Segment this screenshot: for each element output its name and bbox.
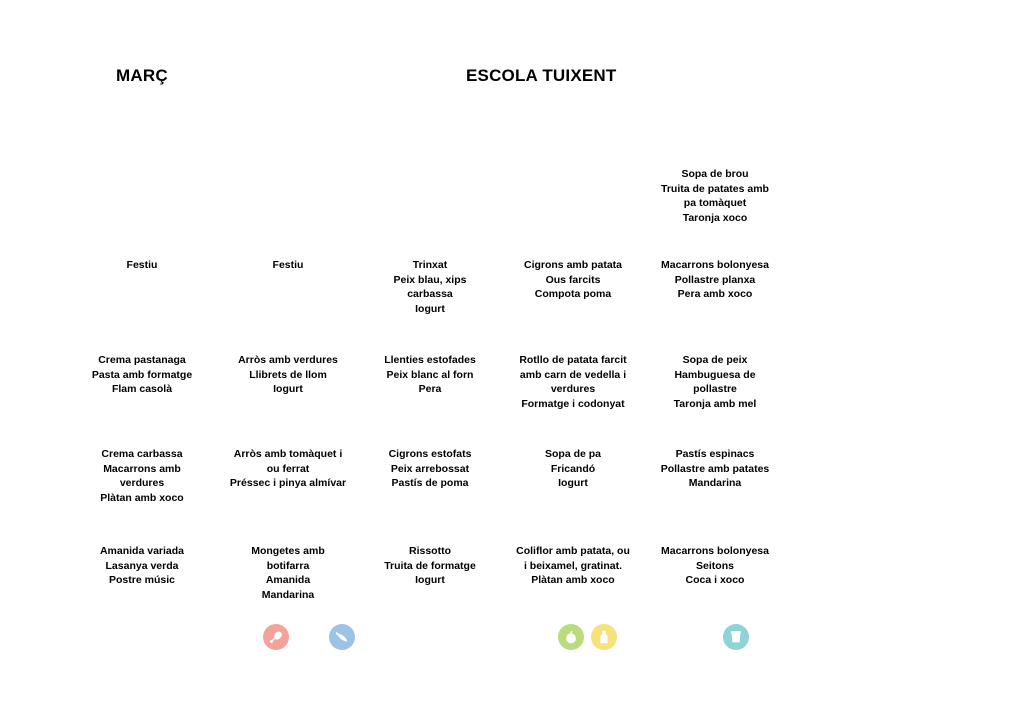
dish-line: Macarrons bolonyesa (661, 259, 769, 271)
menu-cell (57, 258, 227, 273)
dish-line: Pasta amb formatge (91, 368, 193, 381)
dish-line: Sopa de peix (682, 354, 748, 366)
dish-line: Mandarina (261, 588, 315, 601)
dish-line: Sopa de pa (544, 448, 601, 460)
dish-line: Rotllo de patata farcit (519, 354, 627, 366)
dish-line: Sopa de brou (681, 168, 749, 180)
dish-line: Taronja xoco (682, 211, 748, 224)
dish-line: Llenties estofades (384, 354, 476, 366)
dish-line: Postre músic (109, 574, 175, 587)
dish-line: Amanida variada (99, 545, 185, 557)
dish-line: Truita de patates amb (661, 182, 769, 195)
dish-line: Fricandó (550, 462, 596, 475)
dish-line: Crema carbassa (101, 448, 183, 460)
dish-line: Plàtan amb xoco (100, 491, 184, 504)
dish-line: Llibrets de llom (249, 368, 327, 381)
milk-icon (591, 624, 617, 650)
menu-cell (630, 544, 800, 588)
menu-cell (630, 353, 800, 411)
dish-line: Iogurt (558, 477, 588, 490)
dish-line: Pastís espinacs (675, 448, 755, 460)
dish-line: Cigrons estofats (388, 448, 472, 460)
dish-line: Iogurt (273, 383, 303, 396)
month-title: MARÇ (116, 66, 168, 85)
dish-line: Plàtan amb xoco (531, 574, 615, 587)
dish-line: Pastís de poma (391, 477, 469, 490)
meat-icon (263, 624, 289, 650)
dish-line: Peix blau, xips (393, 273, 467, 286)
dish-line: Iogurt (415, 574, 445, 587)
dish-line: Peix arrebossat (390, 462, 470, 475)
dish-line: ou ferrat (266, 462, 310, 475)
yogurt-icon (723, 624, 749, 650)
dish-line: Amanida (265, 574, 311, 587)
dish-line: carbassa (407, 288, 453, 301)
dish-line: botifarra (266, 559, 310, 572)
dish-line: pa tomàquet (683, 197, 747, 210)
dish-line: Iogurt (415, 302, 445, 315)
school-title: ESCOLA TUIXENT (466, 66, 617, 85)
dish-line: Compota poma (534, 288, 612, 301)
dish-line: Mongetes amb (251, 545, 325, 557)
menu-cell (57, 447, 227, 505)
dish-line: pollastre (693, 383, 737, 396)
menu-cell (57, 544, 227, 588)
dish-line: Pollastre planxa (674, 273, 756, 286)
dish-line: Macarrons amb (103, 462, 181, 475)
dish-line: Arròs amb verdures (238, 354, 338, 366)
dish-line: Mandarina (688, 477, 742, 490)
dish-line: Pera (418, 383, 442, 396)
dish-line: Coca i xoco (685, 574, 745, 587)
dish-line: Festiu (126, 259, 158, 271)
dish-line: Seitons (696, 559, 734, 572)
dish-line: Coliflor amb patata, ou (516, 545, 630, 557)
dish-line: amb carn de vedella i (519, 368, 627, 381)
menu-cell (630, 447, 800, 491)
dish-line: Macarrons bolonyesa (661, 545, 769, 557)
dish-line: verdures (550, 383, 596, 396)
dish-line: Trinxat (412, 259, 448, 271)
dish-line: Cigrons amb patata (523, 259, 623, 271)
dish-line: Taronja amb mel (673, 397, 757, 410)
dish-line: Préssec i pinya almívar (229, 477, 347, 490)
dish-line: Flam casolà (111, 383, 173, 396)
fish-icon (329, 624, 355, 650)
dish-line: Arròs amb tomàquet i (233, 448, 343, 460)
dish-line: Truita de formatge (384, 559, 476, 572)
dish-line: Rissotto (409, 545, 451, 557)
dish-line: verdures (119, 477, 165, 490)
menu-cell (630, 167, 800, 225)
dish-line: Lasanya verda (105, 559, 179, 572)
dish-line: Peix blanc al forn (386, 368, 474, 381)
dish-line: Crema pastanaga (98, 354, 186, 366)
dish-line: Pollastre amb patates (660, 462, 770, 475)
dish-line: Festiu (272, 259, 304, 271)
dish-line: Ous farcits (545, 273, 601, 286)
menu-cell (630, 258, 800, 302)
apple-icon (558, 624, 584, 650)
dish-line: Hambuguesa de (674, 368, 756, 381)
dish-line: i beixamel, gratinat. (523, 559, 623, 572)
dish-line: Formatge i codonyat (521, 397, 625, 410)
menu-cell (57, 353, 227, 397)
dish-line: Pera amb xoco (677, 288, 753, 301)
